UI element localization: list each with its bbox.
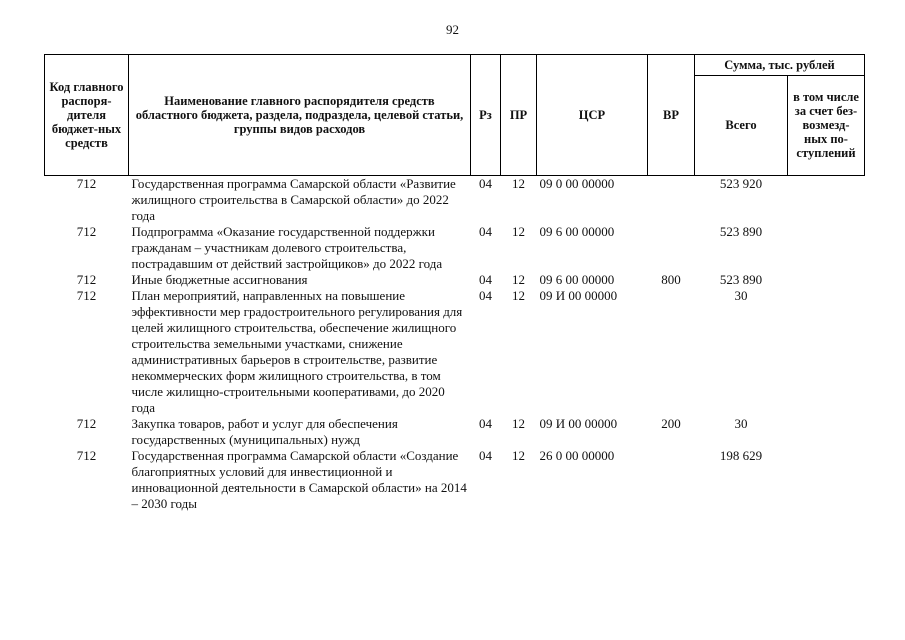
csr-cell: 26 0 00 00000	[539, 448, 615, 463]
vr-cell	[648, 288, 695, 416]
vr-cell	[648, 224, 695, 272]
vr-cell: 200	[661, 416, 681, 431]
gratuitous-cell	[788, 224, 865, 272]
table-row	[45, 176, 865, 225]
total-cell: 30	[734, 288, 748, 303]
gratuitous-cell	[788, 176, 865, 225]
pr-cell: 12	[512, 272, 525, 287]
rz-cell: 04	[479, 448, 492, 463]
header-vr: ВР	[648, 55, 695, 176]
total-cell: 523 890	[719, 224, 763, 239]
table-row	[45, 224, 865, 272]
table-row	[45, 272, 865, 288]
table-row	[45, 288, 865, 416]
gratuitous-cell	[788, 272, 865, 288]
total-cell: 30	[734, 416, 748, 431]
gratuitous-cell	[788, 288, 865, 416]
rz-cell: 04	[479, 176, 492, 191]
code-cell: 712	[76, 288, 97, 303]
header-pr: ПР	[501, 55, 537, 176]
name-cell: План мероприятий, направленных на повышение эффективности мер градостроительного регулирования для целей жилищного строительства, обеспечение жилищного строительства земельными участками, снижение административных барьеров в строительстве, развитие некоммерческих форм жилищного строительства, в том числе жилищно-строительными кооперативами, до 2020 года	[131, 288, 463, 415]
rz-cell: 04	[479, 416, 492, 431]
pr-cell: 12	[512, 288, 525, 303]
vr-cell: 800	[661, 272, 681, 287]
vr-cell	[648, 448, 695, 512]
vr-cell	[648, 176, 695, 225]
rz-cell: 04	[479, 272, 492, 287]
table-row	[45, 416, 865, 448]
header-name: Наименование главного распорядителя средств областного бюджета, раздела, подраздела, целевой статьи, группы видов расходов	[129, 55, 471, 176]
pr-cell: 12	[512, 416, 525, 431]
name-cell: Государственная программа Самарской области «Развитие жилищного строительства в Самарской области» до 2022 года	[131, 176, 456, 223]
rz-cell: 04	[479, 288, 492, 303]
csr-cell: 09 И 00 00000	[539, 288, 618, 303]
table-header	[45, 55, 865, 176]
header-gratuitous: в том числе за счет без-возмезд-ных по-ступлений	[788, 75, 865, 176]
code-cell: 712	[76, 416, 97, 431]
header-sum: Сумма, тыс. рублей	[695, 55, 865, 76]
name-cell: Закупка товаров, работ и услуг для обеспечения государственных (муниципальных) нужд	[131, 416, 398, 447]
rz-cell: 04	[479, 224, 492, 239]
gratuitous-cell	[788, 416, 865, 448]
pr-cell: 12	[512, 176, 525, 191]
gratuitous-cell	[788, 448, 865, 512]
table-body	[45, 176, 865, 513]
header-csr: ЦСР	[537, 55, 648, 176]
total-cell: 198 629	[719, 448, 763, 463]
code-cell: 712	[76, 224, 97, 239]
code-cell: 712	[76, 448, 97, 463]
header-total: Всего	[695, 75, 788, 176]
table-row	[45, 448, 865, 512]
pr-cell: 12	[512, 448, 525, 463]
code-cell: 712	[76, 272, 97, 287]
pr-cell: 12	[512, 224, 525, 239]
csr-cell: 09 0 00 00000	[539, 176, 615, 191]
budget-table	[44, 54, 865, 512]
name-cell: Подпрограмма «Оказание государственной поддержки гражданам – участникам долевого строительства, пострадавшим от действий застройщиков» до 2022 года	[131, 224, 443, 271]
csr-cell: 09 6 00 00000	[539, 224, 615, 239]
header-rz: Рз	[471, 55, 501, 176]
name-cell: Иные бюджетные ассигнования	[131, 272, 308, 287]
total-cell: 523 890	[719, 272, 763, 287]
header-code: Код главного распоря-дителя бюджет-ных средств	[45, 55, 129, 176]
csr-cell: 09 И 00 00000	[539, 416, 618, 431]
code-cell: 712	[76, 176, 97, 191]
total-cell: 523 920	[719, 176, 763, 191]
name-cell: Государственная программа Самарской области «Создание благоприятных условий для инвестиционной и инновационной деятельности в Самарской области» на 2014 – 2030 годы	[131, 448, 467, 511]
csr-cell: 09 6 00 00000	[539, 272, 615, 287]
page-number: 92	[446, 22, 459, 37]
